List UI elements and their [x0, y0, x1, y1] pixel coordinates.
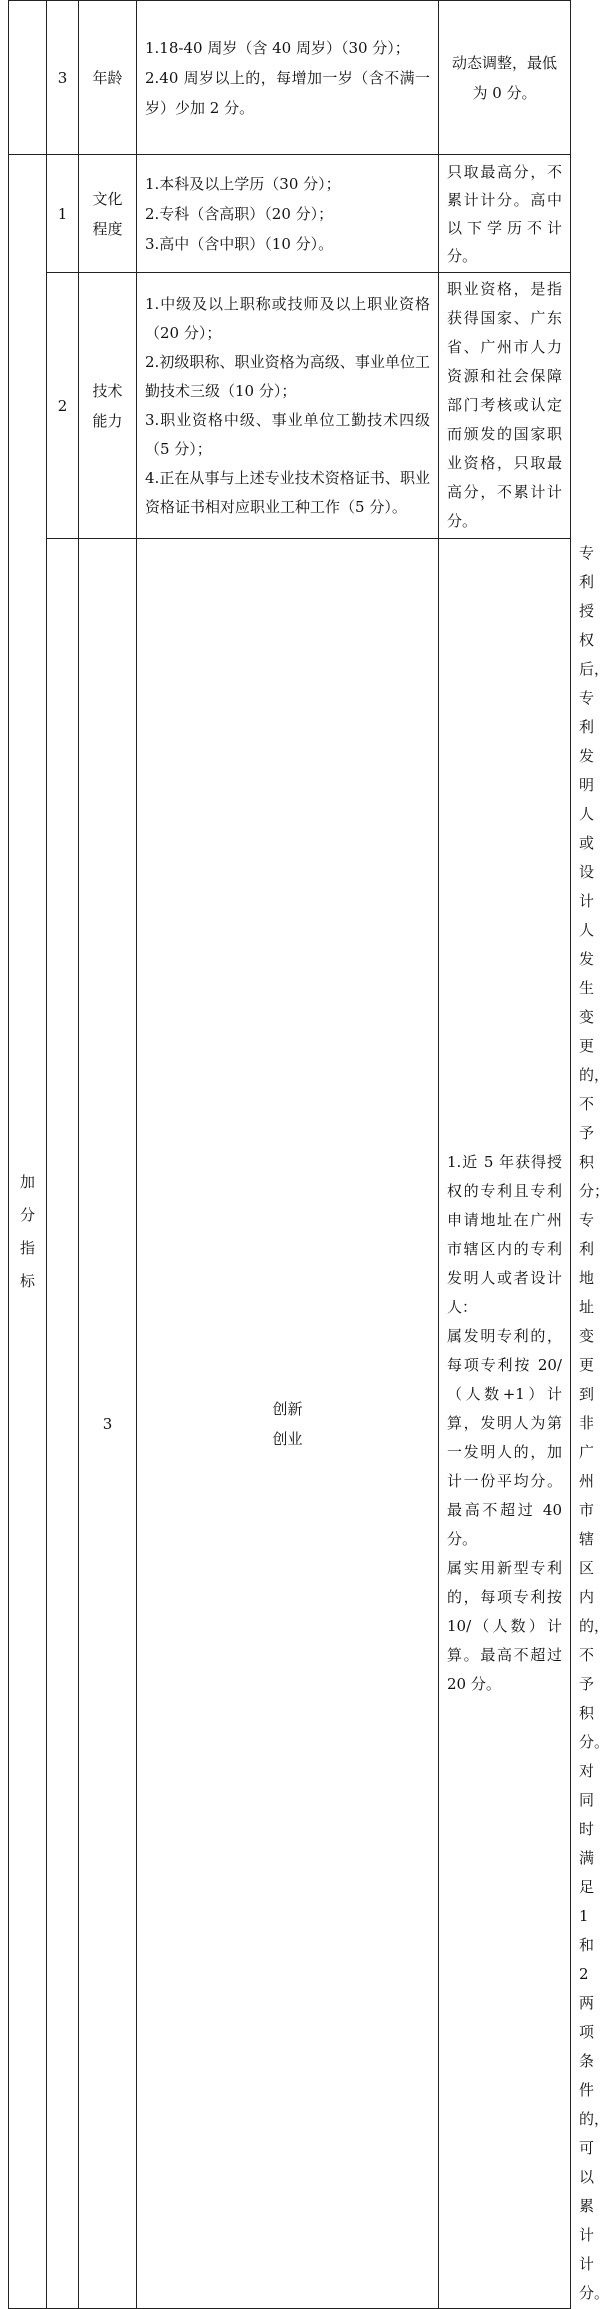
note-text: 只取最高分，不累计计分。高中以下学历不计分。 — [447, 162, 562, 265]
category-char: 标 — [19, 1271, 35, 1290]
row-number: 3 — [47, 1, 79, 155]
note-text: 职业资格，是指获得国家、广东省、广州市人力资源和社会保障部门考核或认定而颁发的国家职业资格，只取最高分，不累计计分。 — [447, 280, 562, 530]
criteria-line: 属实用新型专利的，每项专利按 10/（人数）计算。最高不超过 20 分。 — [447, 1559, 562, 1693]
category-char: 分 — [19, 1205, 35, 1224]
note-cell — [439, 1, 571, 155]
item-name-line: 程度 — [92, 219, 123, 238]
note-text: 动态调整，最低为 0 分。 — [451, 53, 557, 102]
category-cell — [9, 155, 47, 2309]
item-name — [137, 539, 439, 2309]
item-name-line: 能力 — [92, 411, 123, 430]
criteria-line: 2.40 周岁以上的，每增加一岁（含不满一岁）少加 2 分。 — [145, 68, 430, 117]
criteria-line: 1.中级及以上职称或技师及以上职业资格（20 分）； — [145, 294, 430, 342]
criteria-line: 1.近 5 年获得授权的专利且专利申请地址在广州市辖区内的专利发明人或者设计人： — [447, 1153, 562, 1316]
points-table — [8, 0, 609, 2309]
table-row-education — [9, 155, 571, 273]
table-row-age — [9, 1, 571, 155]
row-number: 2 — [47, 273, 79, 539]
item-name — [79, 155, 137, 273]
note-cell — [439, 155, 571, 273]
criteria-cell — [137, 1, 439, 155]
criteria-line: 3.职业资格中级、事业单位工勤技术四级（5 分）； — [145, 410, 430, 458]
category-cell-continued — [47, 539, 79, 2309]
table-row-technical — [9, 273, 571, 539]
note-cell — [439, 273, 571, 539]
item-name — [79, 1, 137, 155]
table-row-innovation: 3 创新 创业 1.近 5 年获得授权的专利且专利申请地址在广州市辖区内的专利发明人或者设计人： 属发明专利的，每项专利按 20/（人数+1）计算，发明人为第一发明人的，加计一份平均分。最高不超过 40 分。 属实用新型专利的，每项专利按 10/（人数）计算。最高不超过 20 分。 专利授权后，专利发明人或设计人发生变更的，不予积分；专利地址变更到非广州市辖区内的，不予积分。对同时满足 1 和 2 两项条件的，可以累计计分。 — [9, 539, 571, 2309]
item-name-line: 创新 — [272, 1399, 303, 1418]
item-name-line: 文化 — [92, 189, 123, 208]
category-char: 指 — [19, 1238, 35, 1257]
criteria-line: 1.18-40 周岁（含 40 周岁）（30 分）； — [145, 38, 410, 57]
row-number: 3 — [79, 539, 137, 2309]
item-name-line: 技术 — [92, 381, 123, 400]
item-name-line: 创业 — [272, 1429, 303, 1448]
criteria-line: 2.初级职称、职业资格为高级、事业单位工勤技术三级（10 分）； — [145, 352, 430, 400]
criteria-line: 2.专科（含高职）（20 分）； — [145, 204, 334, 223]
criteria-cell — [137, 273, 439, 539]
item-name-line: 年龄 — [92, 68, 123, 87]
category-char: 加 — [19, 1172, 35, 1191]
criteria-cell — [137, 155, 439, 273]
row-number: 1 — [47, 155, 79, 273]
criteria-line: 属发明专利的，每项专利按 20/（人数+1）计算，发明人为第一发明人的，加计一份平均分。最高不超过 40 分。 — [447, 1327, 562, 1548]
criteria-cell — [439, 539, 571, 2309]
category-cell-empty — [9, 1, 47, 155]
criteria-line: 4.正在从事与上述专业技术资格证书、职业资格证书相对应职业工种工作（5 分）。 — [145, 468, 430, 516]
criteria-line: 1.本科及以上学历（30 分）； — [145, 174, 341, 193]
criteria-line: 3.高中（含中职）（10 分）。 — [145, 234, 334, 253]
item-name — [79, 273, 137, 539]
